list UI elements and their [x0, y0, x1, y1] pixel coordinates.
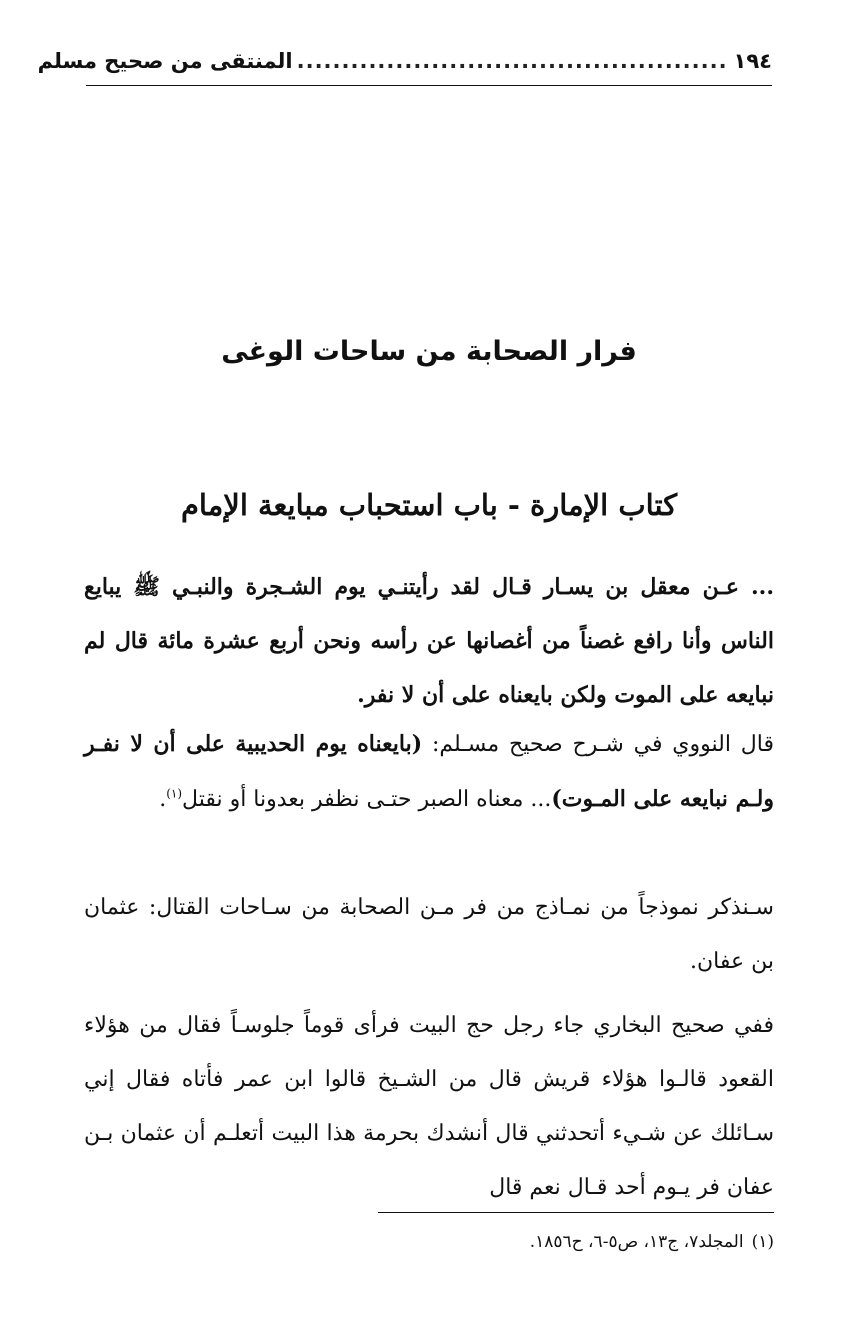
nawawi-quote: (بايعناه يوم الحديبية على أن لا نفـر ولـم نبايعه على المـوت)	[84, 731, 774, 812]
hadith-paragraph: ... عـن معقل بن يسـار قـال لقد رأيتنـي يوم الشـجرة والنبـي ﷺ يبايع الناس وأنا رافع غصناً من أغصانها عن رأسه ونحن أربع عشرة مائة قال لم نبايعه على الموت ولكن بايعناه على أن لا نفر.	[84, 574, 774, 708]
footnote-mark: (١)	[751, 1232, 774, 1252]
running-book-title: المنتقى من صحيح مسلم	[37, 49, 293, 73]
footnote	[86, 1228, 774, 1256]
chapter-title: فرار الصحابة من ساحات الوغى	[221, 336, 637, 367]
page-number: ١٩٤	[733, 49, 772, 73]
footnote-reference[interactable]: (١)	[166, 786, 183, 801]
running-head	[37, 40, 772, 82]
footnote-text: المجلد٧، ج١٣، ص٥-٦، ح١٨٥٦.	[529, 1232, 744, 1252]
bukhari-paragraph: ففي صحيح البخاري جاء رجل حج البيت فرأى قوماً جلوسـاً فقال من هؤلاء القعود قالـوا هؤلاء قريش قال من الشـيخ قالوا ابن عمر فأتاه فقال إني سـائلك عن شـيء أتحدثني قال أنشدك بحرمة هذا البيت أتعلـم أن عثمان بـن عفان فر يـوم أحد قـال نعم قال	[84, 1013, 774, 1200]
header-rule	[86, 85, 772, 86]
nawawi-rest: ... معناه الصبر حتـى نظفر بعدونا أو نقتل	[182, 787, 552, 812]
section-title: كتاب الإمارة - باب استحباب مبايعة الإمام	[180, 488, 678, 522]
footnote-rule	[378, 1212, 774, 1213]
nawawi-paragraph	[84, 717, 774, 827]
intro-paragraph: سـنذكر نموذجاً من نمـاذج من فر مـن الصحابة من سـاحات القتال: عثمان بن عفان.	[84, 895, 774, 974]
leader-dots: ................................................	[296, 49, 728, 73]
nawawi-intro: قال النووي في شـرح صحيح مسـلم:	[422, 732, 774, 757]
nawawi-end: .	[159, 787, 167, 812]
